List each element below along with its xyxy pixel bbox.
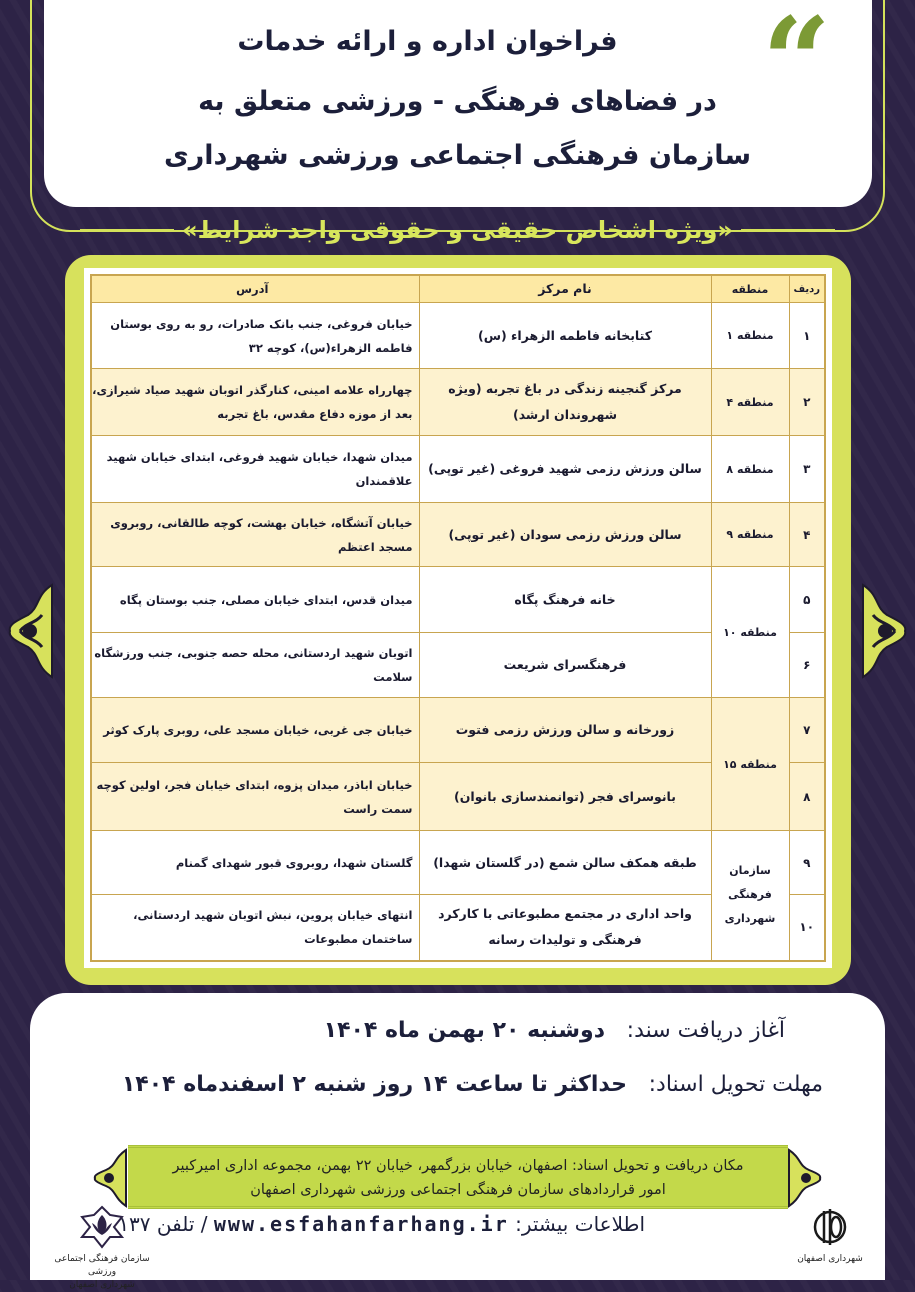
table-row: [91, 567, 825, 633]
row-number: ۷: [789, 698, 825, 763]
divider: [741, 229, 835, 231]
header-region: منطقه: [711, 275, 789, 303]
row-number: ۵: [789, 567, 825, 633]
table-row: [91, 303, 825, 369]
address-cell: خیابان اباذر، میدان پزوه، ابتدای خیابان فجر، اولین کوچه سمت راست: [91, 763, 419, 831]
address-cell: میدان شهدا، خیابان شهید فروغی، ابتدای خیابان شهید علاقمندان: [91, 436, 419, 503]
table-row: [91, 503, 825, 567]
row-number: ۱: [789, 303, 825, 369]
start-date-value: دوشنبه ۲۰ بهمن ماه ۱۴۰۴: [323, 1018, 605, 1043]
start-date-line: [0, 1018, 785, 1043]
table-row: [91, 698, 825, 763]
address-cell: گلستان شهدا، روبروی قبور شهدای گمنام: [91, 831, 419, 895]
center-name-cell: واحد اداری در مجتمع مطبوعاتی با کارکرد فرهنگی و تولیدات رسانه: [419, 895, 711, 961]
row-number: ۹: [789, 831, 825, 895]
page-title-line-3: سازمان فرهنگی اجتماعی ورزشی شهرداری: [163, 140, 751, 171]
header-center-name: نام مرکز: [419, 275, 711, 303]
row-number: ۲: [789, 369, 825, 436]
region-cell: منطقه ۱: [711, 303, 789, 369]
quote-icon: “: [761, 0, 831, 132]
center-name-cell: طبقه همکف سالن شمع (در گلستان شهدا): [419, 831, 711, 895]
address-cell: خیابان فروغی، جنب بانک صادرات، رو به روی بوستان فاطمه الزهراء(س)، کوچه ۳۲: [91, 303, 419, 369]
row-number: ۳: [789, 436, 825, 503]
arabesque-ornament-icon: [863, 585, 909, 677]
more-info-line: [118, 1212, 645, 1236]
header-address: آدرس: [91, 275, 419, 303]
logo-left-caption-line2: شهرداری اصفهان: [69, 1280, 135, 1290]
address-cell: خیابان جی غربی، خیابان مسجد علی، روبری پارک کوثر: [91, 698, 419, 763]
location-line-2: امور قراردادهای سازمان فرهنگی اجتماعی ورزشی شهرداری اصفهان: [250, 1182, 666, 1198]
divider: [80, 229, 174, 231]
row-number: ۴: [789, 503, 825, 567]
table-row: [91, 436, 825, 503]
row-number: ۶: [789, 633, 825, 698]
arabesque-ornament-icon: [789, 1150, 823, 1206]
center-name-cell: سالن ورزش رزمی سودان (غیر توپی): [419, 503, 711, 567]
arabesque-ornament-icon: [92, 1150, 126, 1206]
more-info-label: اطلاعات بیشتر:: [515, 1212, 645, 1236]
address-cell: میدان قدس، ابتدای خیابان مصلی، جنب بوستان پگاه: [91, 567, 419, 633]
venues-table: [90, 274, 826, 962]
region-cell: منطقه ۸: [711, 436, 789, 503]
start-date-label: آغاز دریافت سند:: [626, 1018, 785, 1043]
region-cell: منطقه ۴: [711, 369, 789, 436]
page-title-line-1: فراخوان اداره و ارائه خدمات: [237, 26, 618, 57]
address-cell: انتهای خیابان پروین، نبش اتوبان شهید اردستانی، ساختمان مطبوعات: [91, 895, 419, 961]
location-line-1: مکان دریافت و تحویل اسناد: اصفهان، خیابان بزرگمهر، خیابان ۲۲ بهمن، مجموعه اداری امیرکبیر: [172, 1158, 744, 1174]
website-link[interactable]: www.esfahanfarhang.ir: [213, 1212, 509, 1236]
venues-table-container: [84, 268, 832, 968]
delivery-location-box: [128, 1145, 788, 1209]
deadline-label: مهلت تحویل اسناد:: [648, 1072, 823, 1097]
address-cell: خیابان آتشگاه، خیابان بهشت، کوچه طالقانی، روبروی مسجد اعتظم: [91, 503, 419, 567]
region-cell: منطقه ۹: [711, 503, 789, 567]
municipality-emblem-icon: [812, 1205, 848, 1249]
address-cell: اتوبان شهید اردستانی، محله حصه جنوبی، جنب ورزشگاه سلامت: [91, 633, 419, 698]
table-row: [91, 369, 825, 436]
row-number: ۱۰: [789, 895, 825, 961]
phone-number: / تلفن ۱۳۷: [118, 1212, 208, 1236]
region-cell: منطقه ۱۰: [711, 567, 789, 698]
region-cell: منطقه ۱۵: [711, 698, 789, 831]
subtitle: «ویژه اشخاص حقیقی و حقوقی واجد شرایط»: [182, 216, 733, 244]
page-title-line-2: در فضاهای فرهنگی - ورزشی متعلق به: [198, 86, 717, 117]
lotus-logo-icon: [80, 1205, 124, 1249]
center-name-cell: بانوسرای فجر (توانمندسازی بانوان): [419, 763, 711, 831]
center-name-cell: سالن ورزش رزمی شهید فروغی (غیر توپی): [419, 436, 711, 503]
center-name-cell: فرهنگسرای شریعت: [419, 633, 711, 698]
center-name-cell: خانه فرهنگ پگاه: [419, 567, 711, 633]
cultural-organization-logo: [42, 1205, 162, 1292]
deadline-line: [0, 1072, 823, 1097]
logo-right-caption: شهرداری اصفهان: [797, 1254, 863, 1264]
subtitle-row: [80, 212, 835, 248]
center-name-cell: زورخانه و سالن ورزش رزمی فتوت: [419, 698, 711, 763]
row-number: ۸: [789, 763, 825, 831]
table-row: [91, 831, 825, 895]
center-name-cell: کتابخانه فاطمه الزهراء (س): [419, 303, 711, 369]
logo-left-caption-line1: سازمان فرهنگی اجتماعی ورزشی: [54, 1254, 150, 1277]
municipality-logo: [785, 1205, 875, 1266]
address-cell: چهارراه علامه امینی، کنارگذر اتوبان شهید صیاد شیرازی، بعد از موزه دفاع مقدس، باغ تجربه: [91, 369, 419, 436]
arabesque-ornament-icon: [6, 585, 52, 677]
header-row-number: ردیف: [789, 275, 825, 303]
center-name-cell: مرکز گنجینه زندگی در باغ تجربه (ویژه شهروندان ارشد): [419, 369, 711, 436]
deadline-value: حداکثر تا ساعت ۱۴ روز شنبه ۲ اسفندماه ۱۴۰۴: [121, 1072, 627, 1097]
region-cell: سازمان فرهنگی شهرداری: [711, 831, 789, 961]
